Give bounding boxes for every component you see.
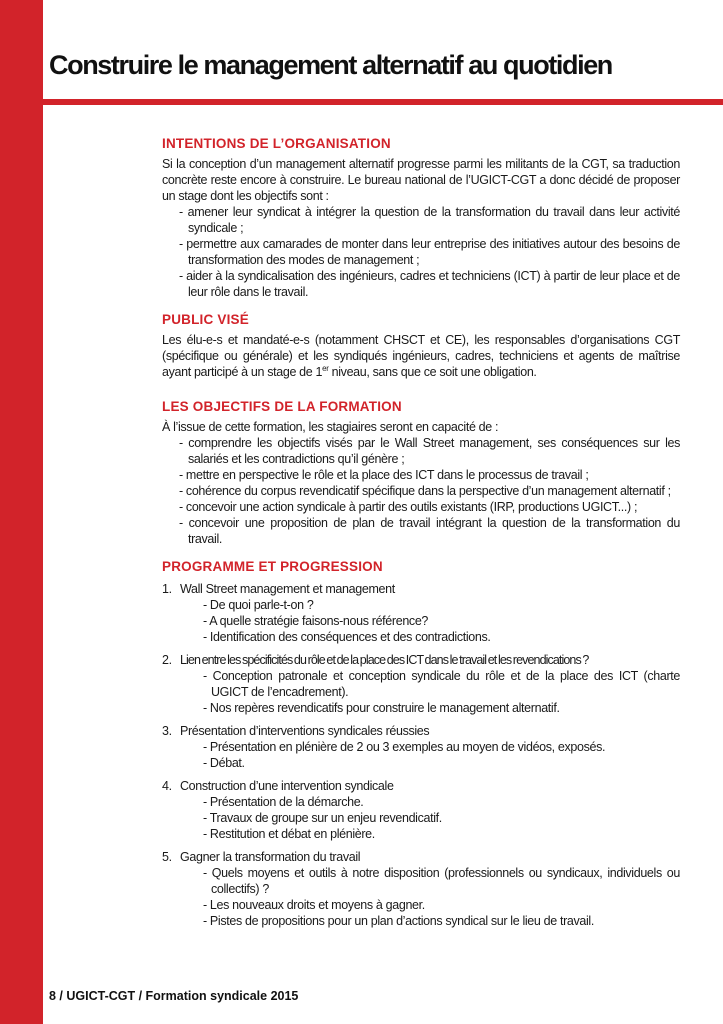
programme-list xyxy=(162,581,680,929)
programme-item xyxy=(162,778,680,842)
programme-item-title: Gagner la transformation du travail xyxy=(180,850,361,864)
list-item: - De quoi parle-t-on ? xyxy=(203,598,314,612)
programme-item xyxy=(162,652,680,716)
programme-item-title: Wall Street management et management xyxy=(180,582,395,596)
item-number: 1. xyxy=(162,582,172,596)
list-item: - A quelle stratégie faisons-nous référence? xyxy=(203,614,429,628)
list-item: - cohérence du corpus revendicatif spécifique dans la perspective d’un management alternatif ; xyxy=(179,484,671,498)
title-rule xyxy=(43,99,723,105)
programme-item-title: Construction d’une intervention syndicale xyxy=(180,779,394,793)
list-item: - Identification des conséquences et des contradictions. xyxy=(203,630,491,644)
list-item: - Présentation en plénière de 2 ou 3 exemples au moyen de vidéos, exposés. xyxy=(203,740,606,754)
list-item: - concevoir une action syndicale à partir des outils existants (IRP, productions UGICT...) ; xyxy=(179,500,638,514)
list-item: - comprendre les objectifs visés par le Wall Street management, ses conséquences sur les salariés et les contradictions qu’il génère ; xyxy=(179,436,680,466)
main-content xyxy=(162,131,680,936)
programme-sublist xyxy=(162,668,680,716)
public-text xyxy=(162,332,680,380)
objectifs-list xyxy=(162,435,680,547)
item-number: 4. xyxy=(162,779,172,793)
programme-item xyxy=(162,581,680,645)
list-item: - Débat. xyxy=(203,756,245,770)
list-item: - amener leur syndicat à intégrer la question de la transformation du travail dans leur activité syndicale ; xyxy=(179,205,680,235)
list-item: - Présentation de la démarche. xyxy=(203,795,364,809)
programme-item xyxy=(162,849,680,929)
intentions-list xyxy=(162,204,680,300)
programme-item-title: Lien entre les spécificités du rôle et de la place des ICT dans le travail et les revendications ? xyxy=(180,653,589,667)
list-item: - Les nouveaux droits et moyens à gagner. xyxy=(203,898,425,912)
item-number: 5. xyxy=(162,850,172,864)
list-item: - Nos repères revendicatifs pour construire le management alternatif. xyxy=(203,701,560,715)
list-item: - Conception patronale et conception syndicale du rôle et de la place des ICT (charte UGICT de l’encadrement). xyxy=(203,669,680,699)
heading-objectifs: LES OBJECTIFS DE LA FORMATION xyxy=(162,399,402,414)
public-text-main: Les élu-e-s et mandaté-e-s (notamment CHSCT et CE), les responsables d’organisations CGT (spécifique ou générale) et les syndiqués ingénieurs, cadres, techniciens et agents de maîtrise ayant participé à un stage de 1 xyxy=(162,333,680,379)
item-number: 3. xyxy=(162,724,172,738)
list-item: - Restitution et débat en plénière. xyxy=(203,827,375,841)
programme-item xyxy=(162,723,680,771)
list-item: - Quels moyens et outils à notre disposition (professionnels ou syndicaux, individuels ou collectifs) ? xyxy=(203,866,680,896)
page-footer: 8 / UGICT-CGT / Formation syndicale 2015 xyxy=(49,989,299,1003)
heading-intentions: INTENTIONS DE L’ORGANISATION xyxy=(162,136,391,151)
list-item: - aider à la syndicalisation des ingénieurs, cadres et techniciens (ICT) à partir de leur place et de leur rôle dans le travail. xyxy=(179,269,680,299)
public-text-end: niveau, sans que ce soit une obligation. xyxy=(328,365,537,379)
ordinal-superscript: er xyxy=(322,363,329,373)
list-item: - permettre aux camarades de monter dans leur entreprise des initiatives autour des besoins de transformation des modes de management ; xyxy=(179,237,680,267)
list-item: - Travaux de groupe sur un enjeu revendicatif. xyxy=(203,811,442,825)
red-side-bar xyxy=(0,0,43,1024)
programme-sublist xyxy=(162,597,680,645)
heading-public: PUBLIC VISÉ xyxy=(162,312,249,327)
programme-item-title: Présentation d’interventions syndicales réussies xyxy=(180,724,430,738)
list-item: - mettre en perspective le rôle et la place des ICT dans le processus de travail ; xyxy=(179,468,589,482)
page-title: Construire le management alternatif au quotidien xyxy=(49,50,612,80)
programme-sublist xyxy=(162,794,680,842)
list-item: - Pistes de propositions pour un plan d’actions syndical sur le lieu de travail. xyxy=(203,914,594,928)
list-item: - concevoir une proposition de plan de travail intégrant la question de la transformation du travail. xyxy=(179,516,680,546)
programme-sublist xyxy=(162,739,680,771)
heading-programme: PROGRAMME ET PROGRESSION xyxy=(162,559,383,574)
item-number: 2. xyxy=(162,653,172,667)
objectifs-intro: À l’issue de cette formation, les stagiaires seront en capacité de : xyxy=(162,420,499,434)
intentions-intro: Si la conception d’un management alternatif progresse parmi les militants de la CGT, sa traduction concrète reste encore à construire. Le bureau national de l’UGICT-CGT a donc décidé de proposer un stage dont les objectifs sont : xyxy=(162,157,680,203)
programme-sublist xyxy=(162,865,680,929)
